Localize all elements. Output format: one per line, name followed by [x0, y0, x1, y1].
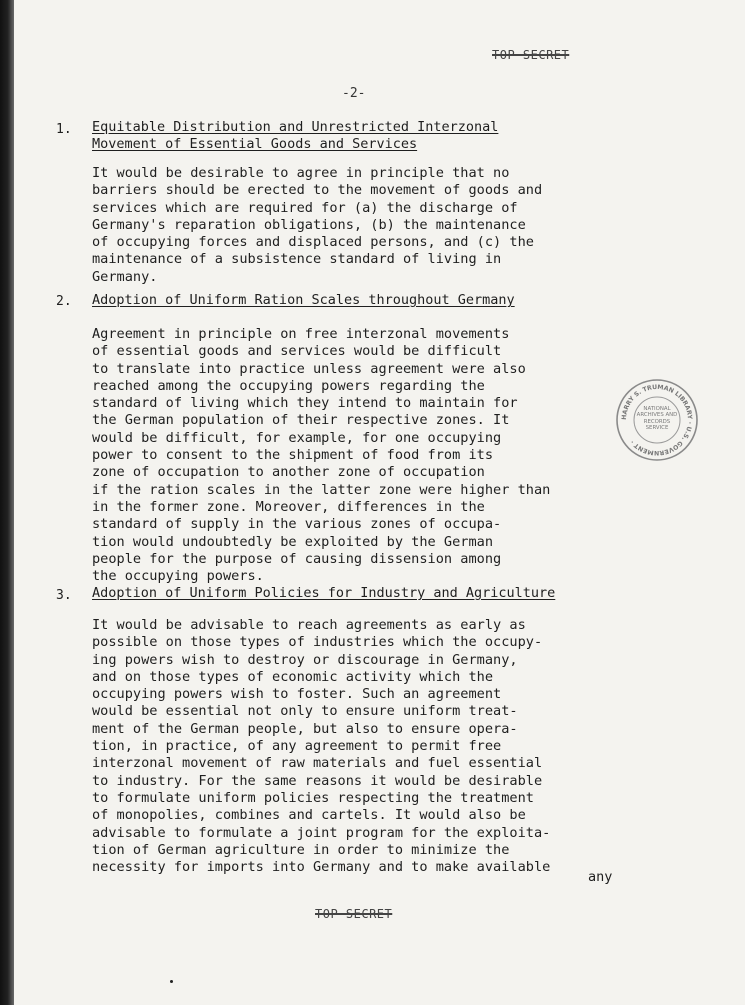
top-classification-stamp: TOP SECRET	[492, 48, 570, 62]
archive-seal-icon	[615, 378, 699, 462]
archive-seal-center-text: NATIONAL ARCHIVES AND RECORDS SERVICE	[636, 406, 678, 432]
page-number: -2-	[342, 86, 366, 101]
section-3-heading: Adoption of Uniform Policies for Industry and Agriculture	[92, 585, 556, 601]
section-1-number: 1.	[56, 122, 72, 137]
continuation-word: any	[588, 869, 613, 885]
section-1-body: It would be desirable to agree in principle that no barriers should be erected to the movement of goods and services which are required for (a) the discharge of Germany's reparation obligations, (b) the maintenance of occupying forces and displaced persons, and (c) the maintenance of a subsistence standard of living in Germany.	[92, 165, 543, 285]
section-1-heading-line-2: Movement of Essential Goods and Services	[92, 136, 418, 152]
section-3-body: It would be advisable to reach agreements as early as possible on those types of industries which the occupy- ing powers wish to destroy or discourage in Germany, and on those types of economic activity which the occupying powers wish to foster. Such an agreement would be essential not only to ensure uniform treat- ment of the German people, but also to ensure opera- tion, in practice, of any agreement to permit free interzonal movement of raw materials and fuel essential to industry. For the same reasons it would be desirable to formulate uniform policies respecting the treatment of monopolies, combines and cartels. It would also be advisable to formulate a joint program for the exploita- tion of German agriculture in order to minimize the necessity for imports into Germany and to make available	[92, 617, 551, 876]
section-1-heading-line-1: Equitable Distribution and Unrestricted Interzonal	[92, 119, 499, 135]
archive-seal-ring-text: HARRY S. TRUMAN LIBRARY · U.S. GOVERNMENT ·	[620, 383, 694, 457]
scan-speck	[170, 980, 173, 983]
section-3-number: 3.	[56, 588, 72, 603]
section-2-number: 2.	[56, 294, 72, 309]
section-2-heading: Adoption of Uniform Ration Scales throughout Germany	[92, 292, 515, 308]
section-2-body: Agreement in principle on free interzonal movements of essential goods and services would be difficult to translate into practice unless agreement were also reached among the occupying powers regarding the standard of living which they intend to maintain for the German population of their respective zones. It would be difficult, for example, for one occupying power to consent to the shipment of food from its zone of occupation to another zone of occupation if the ration scales in the latter zone were higher than in the former zone. Moreover, differences in the standard of supply in the various zones of occupa- tion would undoubtedly be exploited by the German people for the purpose of causing dissension among the occupying powers.	[92, 326, 551, 585]
scan-left-edge	[0, 0, 14, 1005]
bottom-classification-stamp: TOP SECRET	[315, 907, 393, 921]
section-1-heading	[92, 119, 652, 153]
